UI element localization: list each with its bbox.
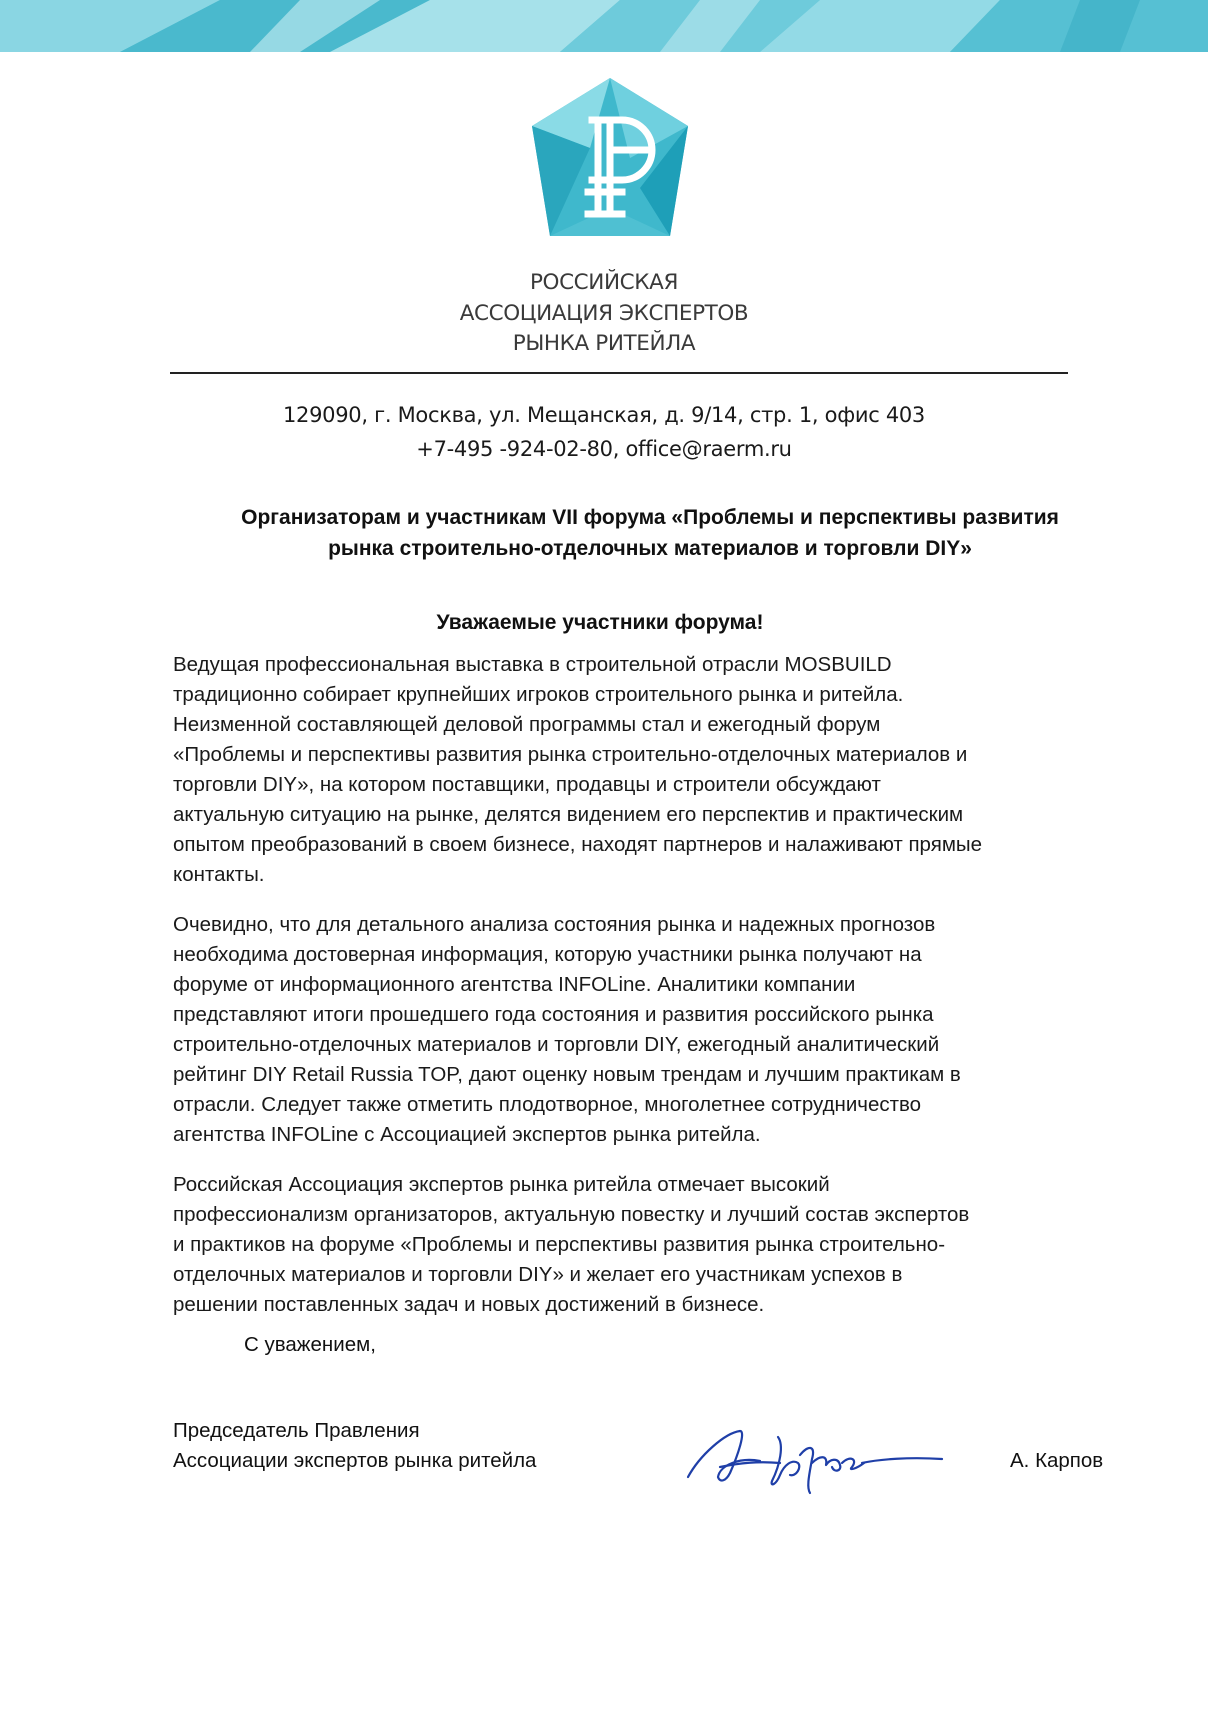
paragraph-line: форуме от информационного агентства INFOLine. Аналитики компании — [173, 973, 856, 996]
signatory-title — [173, 1416, 536, 1476]
paragraph-3 — [173, 1170, 1153, 1320]
top-decorative-banner — [0, 0, 1208, 52]
signatory-title-line-1: Председатель Правления — [173, 1419, 420, 1442]
paragraph-line: торговли DIY», на котором поставщики, продавцы и строители обсуждают — [173, 773, 881, 796]
paragraph-line: решении поставленных задач и новых достижений в бизнесе. — [173, 1293, 765, 1316]
paragraph-line: необходима достоверная информация, которую участники рынка получают на — [173, 943, 922, 966]
paragraph-line: контакты. — [173, 863, 265, 886]
paragraph-line: отделочных материалов и торговли DIY» и желает его участникам успехов в — [173, 1263, 903, 1286]
letter-greeting: Уважаемые участники форума! — [436, 611, 764, 634]
addressee-line-1: Организаторам и участникам VII форума «Проблемы и перспективы развития — [241, 506, 1059, 529]
header-divider — [170, 372, 1068, 374]
paragraph-1 — [173, 650, 1153, 890]
raerm-pentagon-logo-icon — [530, 78, 690, 253]
raerm-logo — [530, 78, 690, 253]
letter-addressee — [150, 502, 1150, 564]
paragraph-line: Очевидно, что для детального анализа состояния рынка и надежных прогнозов — [173, 913, 936, 936]
letter-closing: С уважением, — [244, 1333, 376, 1356]
letter-body — [173, 650, 1153, 1340]
addressee-line-2: рынка строительно-отделочных материалов и торговли DIY» — [328, 537, 972, 560]
paragraph-line: Неизменной составляющей деловой программы стал и ежегодный форум — [173, 713, 881, 736]
paragraph-2 — [173, 910, 1153, 1150]
paragraph-line: профессионализм организаторов, актуальную повестку и лучший состав экспертов — [173, 1203, 970, 1226]
signatory-name: А. Карпов — [1010, 1449, 1104, 1472]
paragraph-line: агентства INFOLine с Ассоциацией экспертов рынка ритейла. — [173, 1123, 761, 1146]
paragraph-line: актуальную ситуацию на рынке, делятся видением его перспектив и практическим — [173, 803, 964, 826]
signatory-title-line-2: Ассоциации экспертов рынка ритейла — [173, 1449, 537, 1472]
org-name-line-2: АССОЦИАЦИЯ ЭКСПЕРТОВ — [459, 300, 749, 326]
address: 129090, г. Москва, ул. Мещанская, д. 9/14, стр. 1, офис 403 — [283, 403, 925, 427]
paragraph-line: отрасли. Следует также отметить плодотворное, многолетнее сотрудничество — [173, 1093, 922, 1116]
organization-name — [404, 268, 804, 360]
signature-drawing — [680, 1415, 950, 1500]
paragraph-line: представляют итоги прошедшего года состояния и развития российского рынка — [173, 1003, 934, 1026]
paragraph-line: Ведущая профессиональная выставка в строительной отрасли MOSBUILD — [173, 653, 892, 676]
contact-info — [204, 398, 1004, 466]
paragraph-line: опытом преобразований в своем бизнесе, находят партнеров и налаживают прямые — [173, 833, 983, 856]
paragraph-line: строительно-отделочных материалов и торговли DIY, ежегодный аналитический — [173, 1033, 940, 1056]
paragraph-line: «Проблемы и перспективы развития рынка строительно-отделочных материалов и — [173, 743, 968, 766]
paragraph-line: Российская Ассоциация экспертов рынка ритейла отмечает высокий — [173, 1173, 830, 1196]
handwritten-signature-icon — [680, 1415, 950, 1500]
org-name-line-3: РЫНКА РИТЕЙЛА — [512, 331, 696, 356]
org-name-line-1: РОССИЙСКАЯ — [529, 270, 678, 295]
phone-email: +7-495 -924-02-80, office@raerm.ru — [416, 437, 792, 461]
paragraph-line: рейтинг DIY Retail Russia TOP, дают оценку новым трендам и лучшим практикам в — [173, 1063, 961, 1086]
banner-pattern — [0, 0, 1208, 52]
paragraph-line: и практиков на форуме «Проблемы и перспективы развития рынка строительно- — [173, 1233, 946, 1256]
paragraph-line: традиционно собирает крупнейших игроков строительного рынка и ритейла. — [173, 683, 904, 706]
